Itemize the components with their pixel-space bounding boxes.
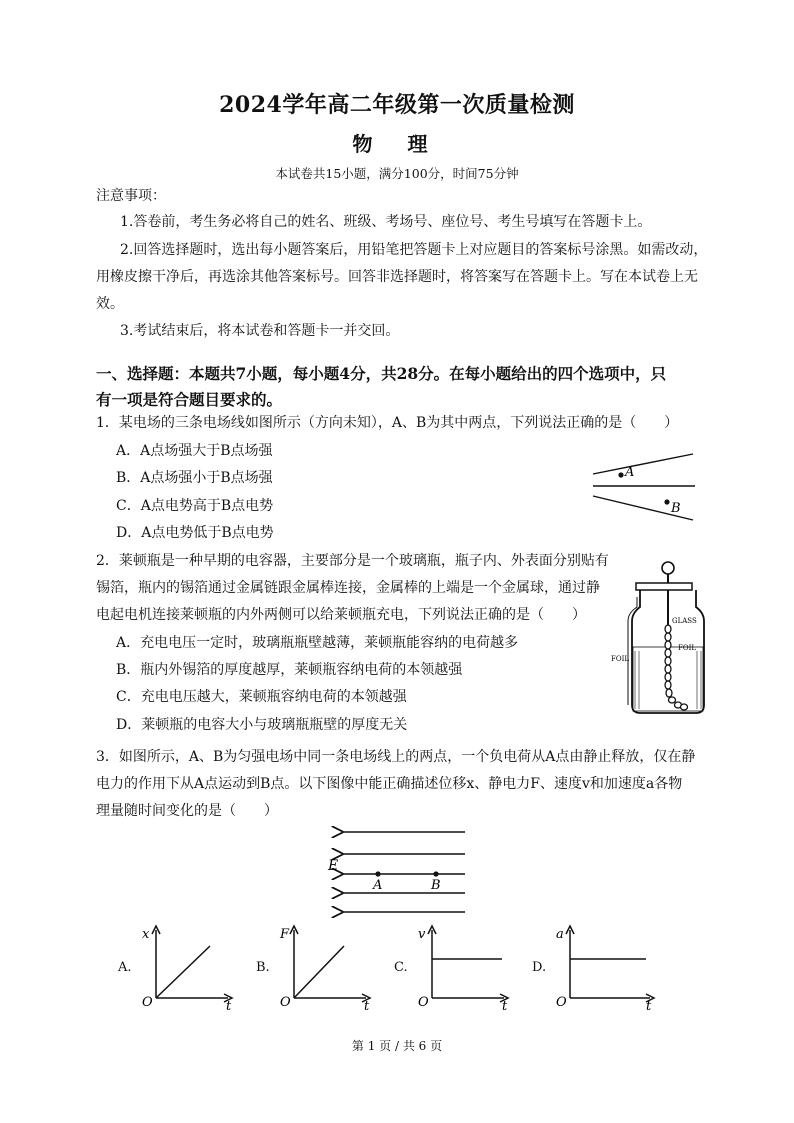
- point-a-label: A: [373, 878, 383, 893]
- point-b-label: B: [431, 878, 441, 893]
- point-b-dot: [664, 499, 669, 504]
- graph-a: [140, 920, 240, 1010]
- field-lines: [342, 832, 465, 912]
- graph-d: [554, 920, 664, 1010]
- section-heading-line1: 一、选择题：本题共7小题，每小题4分，共28分。在每小题给出的四个选项中，只: [96, 364, 667, 383]
- graph-a-curve: [156, 946, 210, 998]
- subject-title: 物 理: [352, 132, 442, 156]
- notice-item-3: 3.考试结束后，将本试卷和答题卡一并交回。: [120, 323, 400, 339]
- q2-stem-3: 电起电机连接莱顿瓶的内外两侧可以给莱顿瓶充电，下列说法正确的是（ ）: [96, 607, 586, 623]
- q3-stem-3: 理量随时间变化的是（ ）: [96, 803, 278, 819]
- q3-uniform-field-figure: [320, 822, 470, 922]
- point-a-dot: [618, 472, 623, 477]
- q2-stem-1: 2．莱顿瓶是一种早期的电容器，主要部分是一个玻璃瓶，瓶子内、外表面分别贴有: [96, 553, 609, 569]
- metal-ball: [662, 562, 674, 574]
- graph-d-x-label: t: [646, 999, 652, 1010]
- point-b-label: B: [671, 501, 681, 516]
- q3-graph-options: [100, 920, 700, 1010]
- q3-stem-2: 电力的作用下从A点运动到B点。以下图像中能正确描述位移x、静电力F、速度v和加速度a各物: [96, 776, 683, 792]
- graph-c-x-label: t: [502, 999, 508, 1010]
- q2-stem-2: 锡箔，瓶内的锡箔通过金属链跟金属棒连接，金属棒的上端是一个金属球，通过静: [96, 580, 600, 596]
- exam-title: 2024学年高二年级第一次质量检测: [219, 92, 575, 118]
- graph-c-option: C.: [394, 960, 408, 975]
- q2-option-a: A．充电电压一定时，玻璃瓶瓶壁越薄，莱顿瓶能容纳的电荷越多: [116, 635, 519, 651]
- graph-d-option: D.: [532, 960, 547, 975]
- q2-option-b: B．瓶内外锡箔的厚度越厚，莱顿瓶容纳电荷的本领越强: [116, 662, 463, 678]
- notice-item-1: 1.答卷前，考生务必将自己的姓名、班级、考场号、座位号、考生号填写在答题卡上。: [120, 214, 652, 230]
- notice-item-2a: 2.回答选择题时，选出每小题答案后，用铅笔把答题卡上对应题目的答案标号涂黑。如需改动，: [120, 242, 708, 258]
- graph-d-origin: O: [556, 995, 567, 1010]
- graph-d-y-label: a: [556, 927, 564, 942]
- point-a-label: A: [625, 465, 635, 480]
- graph-a-option: A.: [118, 960, 132, 975]
- section-heading-line2: 有一项是符合题目要求的。: [96, 390, 283, 409]
- glass-label: GLASS: [672, 617, 697, 625]
- graph-b: [278, 920, 378, 1010]
- graph-b-origin: O: [280, 995, 291, 1010]
- q3-stem-1: 3．如图所示，A、B为匀强电场中同一条电场线上的两点，一个负电荷从A点由静止释放，仅在静: [96, 749, 696, 765]
- q1-option-a: A．A点场强大于B点场强: [116, 443, 273, 459]
- page-footer: 第 1 页 / 共 6 页: [351, 1039, 443, 1053]
- q1-stem: 1．某电场的三条电场线如图所示（方向未知），A、B为其中两点，下列说法正确的是（ ）: [96, 415, 679, 431]
- graph-b-curve: [294, 946, 344, 998]
- q1-option-d: D．A点电势低于B点电势: [116, 525, 274, 541]
- section-heading: [96, 361, 716, 413]
- q1-option-b: B．A点场强小于B点场强: [116, 470, 273, 486]
- q1-option-c: C．A点电势高于B点电势: [116, 498, 274, 514]
- graph-a-x-label: t: [226, 999, 232, 1010]
- exam-info: 本试卷共15小题，满分100分，时间75分钟: [275, 166, 519, 181]
- graph-b-option: B.: [256, 960, 270, 975]
- notice-item-2b: 用橡皮擦干净后，再选涂其他答案标号。回答非选择题时，将答案写在答题卡上。写在本试卷上无: [96, 269, 698, 285]
- point-b-dot: [433, 871, 438, 876]
- foil-label-left: FOIL: [611, 655, 630, 663]
- field-line-top: [593, 454, 693, 474]
- graph-a-origin: O: [142, 995, 153, 1010]
- graph-c-origin: O: [418, 995, 429, 1010]
- notice-heading: 注意事项：: [96, 188, 166, 204]
- graph-c: [416, 920, 516, 1010]
- q2-option-d: D．莱顿瓶的电容大小与玻璃瓶瓶壁的厚度无关: [116, 717, 408, 733]
- q2-option-c: C．充电电压越大，莱顿瓶容纳电荷的本领越强: [116, 689, 407, 705]
- metal-chain: [665, 625, 688, 710]
- graph-a-y-label: x: [142, 927, 150, 942]
- graph-c-y-label: v: [418, 927, 426, 942]
- field-e-label: E: [328, 858, 339, 874]
- jar-cap: [636, 583, 692, 590]
- graph-b-x-label: t: [364, 999, 370, 1010]
- q1-field-lines-figure: [585, 448, 700, 523]
- graph-b-y-label: F: [280, 927, 290, 942]
- notice-item-2c: 效。: [96, 296, 124, 312]
- foil-label-right: FOIL: [678, 644, 697, 652]
- leyden-jar-figure: [610, 555, 715, 720]
- point-a-dot: [375, 871, 380, 876]
